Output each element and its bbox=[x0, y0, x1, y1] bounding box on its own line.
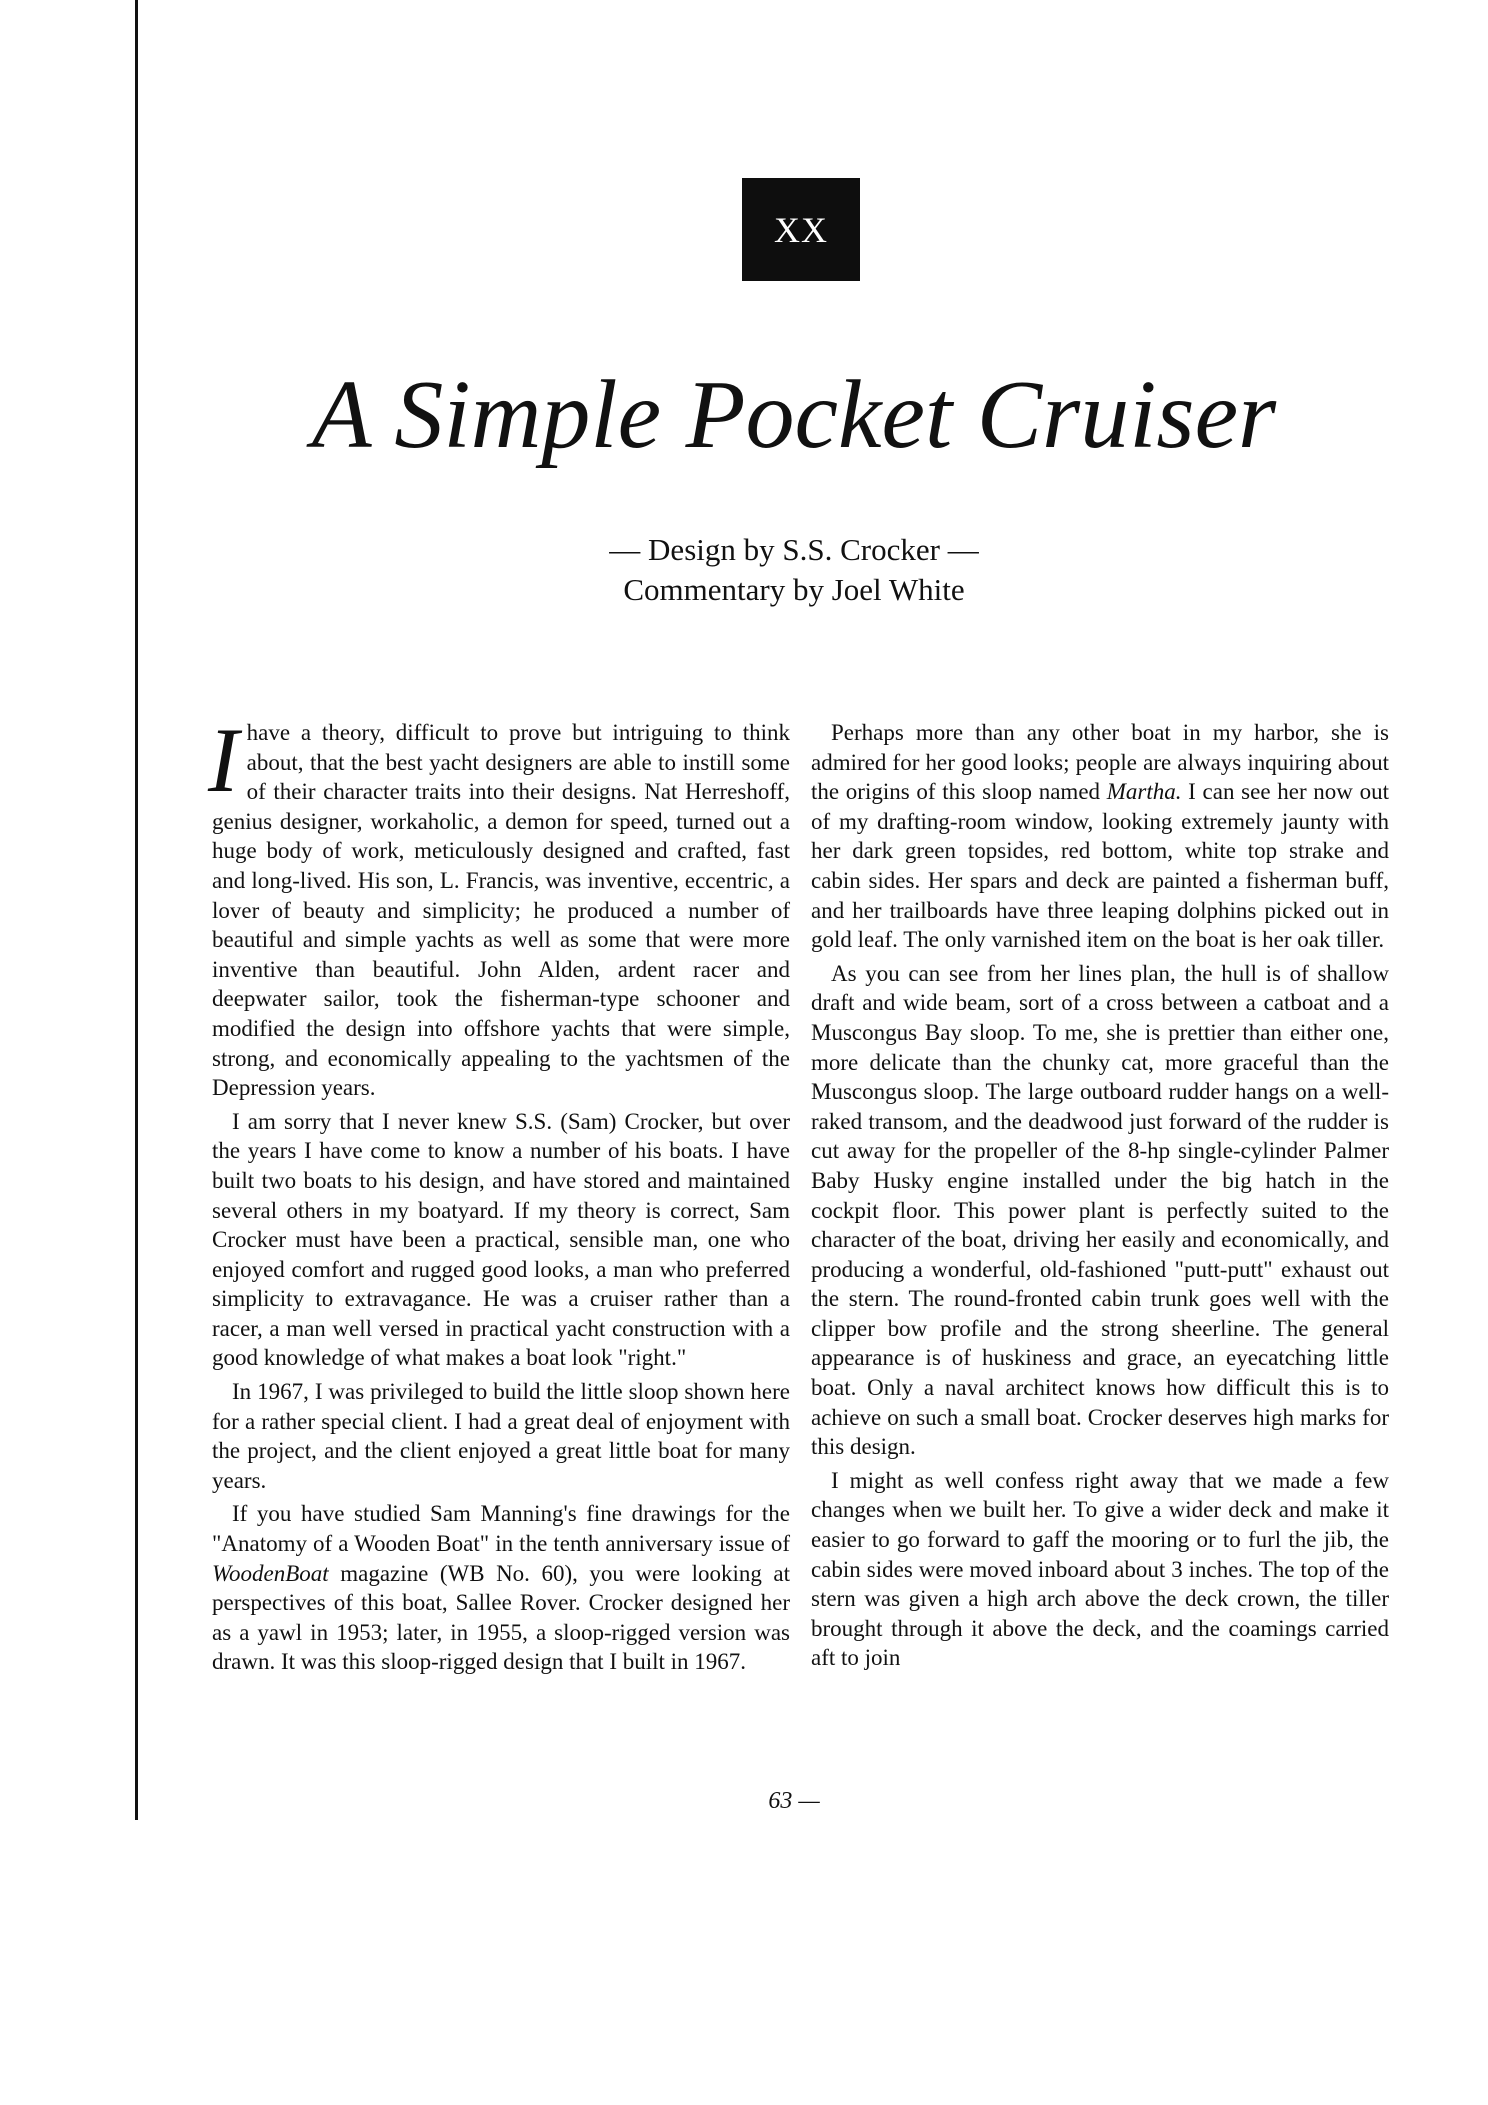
commentary-credit: Commentary by Joel White bbox=[623, 572, 965, 607]
paragraph bbox=[811, 718, 1389, 955]
paragraph: I might as well confess right away that we made a few changes when we built her. To give a wider deck and make it easier to go forward to gaff the mooring or to furl the jib, the cabin sides were moved inboard about 3 inches. The top of the stern was given a high arch above the deck crown, the tiller brought through it above the deck, and the coamings carried aft to join bbox=[811, 1467, 1389, 1671]
credits bbox=[0, 530, 1488, 610]
paragraph: I am sorry that I never knew S.S. (Sam) Crocker, but over the years I have come to know a number of his boats. I have built two boats to his design, and have stored and maintained several others in my boatyard. If my theory is correct, Sam Crocker must have been a practical, sensible man, one who enjoyed comfort and rugged good looks, a man who preferred simplicity to extravagance. He was a cruiser rather than a racer, a man well versed in practical yacht construction with a good knowledge of what makes a boat look "right." bbox=[212, 1108, 790, 1371]
paragraph bbox=[212, 1499, 790, 1677]
chapter-number: XX bbox=[774, 209, 828, 250]
paragraph-text: Perhaps more than any other boat in my harbor, she is admired for her good looks; people are always inquiring about the origins of this sloop named bbox=[811, 720, 1389, 805]
article-title: A Simple Pocket Cruiser bbox=[311, 361, 1277, 469]
paragraph-text: have a theory, difficult to prove but intriguing to think about, that the best yacht designers are able to instill some of their character traits into their designs. Nat Herreshoff, genius designer, workaholic, a demon for speed, turned out a huge body of work, meticulously designed and crafted, fast and long-lived. His son, L. Francis, was inventive, eccentric, a lover of beauty and simplicity; he produced a number of beautiful and simple yachts as well as some that were more inventive than beautiful. John Alden, ardent racer and deepwater sailor, took the fisherman-type schooner and modified the design into offshore yachts that were simple, strong, and economically appealing to the yachtsmen of the Depression years. bbox=[212, 720, 790, 1101]
paragraph-text: I can see her now out of my drafting-room window, looking extremely jaunty with her dark green topsides, red bottom, white top strake and cabin sides. Her spars and deck are painted a fisherman buff, and her trailboards have three leaping dolphins picked out in gold leaf. The only varnished item on the boat is her oak tiller. bbox=[811, 779, 1389, 953]
paragraph-text: magazine (WB No. 60), you were looking at perspectives of this boat, Sallee Rover. Crocker designed her as a yawl in 1953; later, in 1955, a sloop-rigged version was drawn. It was this sloop-rigged design that I built in 1967. bbox=[212, 1560, 790, 1675]
page-number: 63 — bbox=[768, 1788, 820, 1814]
boat-name: Martha. bbox=[1106, 779, 1182, 805]
paragraph bbox=[208, 709, 790, 1103]
right-column bbox=[811, 718, 1389, 1677]
drop-cap: I bbox=[208, 709, 239, 811]
gutter-rule bbox=[135, 0, 138, 1820]
design-credit: — Design by S.S. Crocker — bbox=[609, 532, 979, 567]
left-column bbox=[208, 709, 790, 1681]
chapter-number-box bbox=[742, 178, 860, 281]
paragraph: As you can see from her lines plan, the hull is of shallow draft and wide beam, sort of a cross between a catboat and a Muscongus Bay sloop. To me, she is prettier than either one, more delicate than the chunky cat, more graceful than the Muscongus sloop. The large outboard rudder hangs on a well-raked transom, and the deadwood just forward of the rudder is cut away for the propeller of the 8-hp single-cylinder Palmer Baby Husky engine installed under the big hatch in the cockpit floor. This power plant is perfectly suited to the character of the boat, driving her easily and economically, and producing a wonderful, old-fashioned "putt-putt" exhaust out the stern. The round-fronted cabin trunk goes well with the clipper bow profile and the strong sheerline. The general appearance is of huskiness and grace, an eyecatching little boat. Only a naval architect knows how difficult this is to achieve on such a small boat. Crocker deserves high marks for this design. bbox=[811, 960, 1389, 1460]
paragraph-text: If you have studied Sam Manning's fine drawings for the "Anatomy of a Wooden Boat" in the tenth anniversary issue of bbox=[212, 1501, 790, 1557]
paragraph: In 1967, I was privileged to build the little sloop shown here for a rather special client. I had a great deal of enjoyment with the project, and the client enjoyed a great little boat for many years. bbox=[212, 1379, 790, 1493]
magazine-title: WoodenBoat bbox=[212, 1560, 329, 1586]
